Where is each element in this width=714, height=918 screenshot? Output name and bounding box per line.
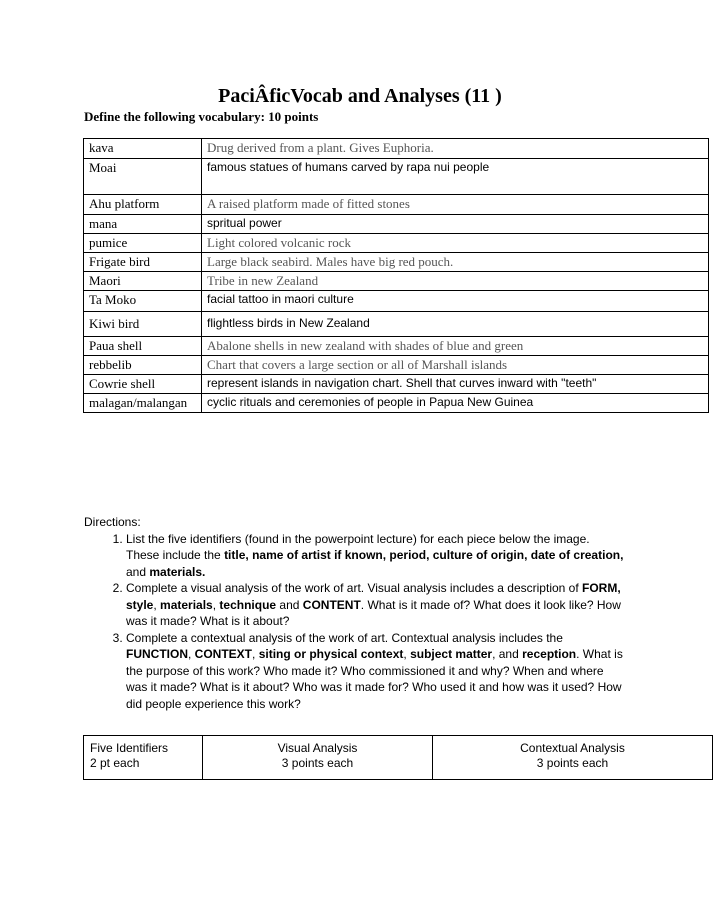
list-item: 2. Complete a visual analysis of the work of art. Visual analysis includes a description of FORM, style, materials, technique and CONTENT. What is it made of? What does it look like? How was it made? What is it about? (126, 580, 624, 630)
table-row (84, 337, 709, 356)
header-label: Five Identifiers (90, 741, 169, 755)
table-row (84, 234, 709, 253)
directions-heading: Directions: (84, 515, 141, 529)
vocab-definition: flightless birds in New Zealand (202, 312, 709, 337)
vocab-term: Maori (84, 272, 202, 291)
vocab-term: Frigate bird (84, 253, 202, 272)
table-row (84, 736, 713, 780)
vocab-instructions: Define the following vocabulary: 10 points (84, 109, 319, 124)
table-row (84, 159, 709, 195)
vocab-definition: Drug derived from a plant. Gives Euphoria. (202, 139, 709, 159)
header-points: 2 pt each (90, 756, 140, 770)
directions-section (84, 514, 624, 712)
identifiers-header (84, 736, 203, 780)
vocab-definition: famous statues of humans carved by rapa nui people (202, 159, 709, 195)
vocab-definition: Chart that covers a large section or all of Marshall islands (202, 356, 709, 375)
vocab-definition: represent islands in navigation chart. Shell that curves inward with "teeth" (202, 375, 709, 394)
table-row (84, 215, 709, 234)
header-points: 3 points each (281, 756, 354, 770)
vocab-definition: A raised platform made of fitted stones (202, 195, 709, 215)
vocab-table (83, 138, 709, 413)
vocab-definition: cyclic rituals and ceremonies of people in Papua New Guinea (202, 394, 709, 413)
table-row (84, 356, 709, 375)
vocab-definition: Light colored volcanic rock (202, 234, 709, 253)
table-row (84, 253, 709, 272)
visual-analysis-header (203, 736, 433, 780)
vocab-term: malagan/malangan (84, 394, 202, 413)
vocab-definition: Tribe in new Zealand (202, 272, 709, 291)
header-label: Contextual Analysis (520, 741, 625, 755)
table-row (84, 139, 709, 159)
vocab-term: kava (84, 139, 202, 159)
table-row (84, 312, 709, 337)
header-points: 3 points each (536, 756, 609, 770)
vocab-definition: facial tattoo in maori culture (202, 291, 709, 312)
vocab-term: Ahu platform (84, 195, 202, 215)
directions-list (84, 531, 624, 713)
table-row (84, 375, 709, 394)
list-item: 3. Complete a contextual analysis of the work of art. Contextual analysis includes the FUNCTION, CONTEXT, siting or physical context, subject matter, and reception. What is the purpose of this work? Who made it? Who commissioned it and why? When and where was it made? What is it about? Who was it made for? Who used it and how was it used? How did people experience this work? (126, 630, 624, 713)
header-label: Visual Analysis (277, 741, 358, 755)
table-row (84, 394, 709, 413)
page-title: PaciÂficVocab and Analyses (11 ) (218, 85, 502, 107)
vocab-term: pumice (84, 234, 202, 253)
vocab-term: mana (84, 215, 202, 234)
vocab-term: Paua shell (84, 337, 202, 356)
list-item: 1. List the five identifiers (found in the powerpoint lecture) for each piece below the image. These include the title, name of artist if known, period, culture of origin, date of creation, and materials. (126, 531, 624, 581)
vocab-term: Cowrie shell (84, 375, 202, 394)
vocab-term: Ta Moko (84, 291, 202, 312)
vocab-definition: spritual power (202, 215, 709, 234)
vocab-term: rebbelib (84, 356, 202, 375)
contextual-analysis-header (433, 736, 713, 780)
vocab-definition: Large black seabird. Males have big red pouch. (202, 253, 709, 272)
vocab-term: Kiwi bird (84, 312, 202, 337)
table-row (84, 195, 709, 215)
table-row (84, 272, 709, 291)
vocab-term: Moai (84, 159, 202, 195)
table-row (84, 291, 709, 312)
analysis-table (83, 735, 713, 780)
vocab-definition: Abalone shells in new zealand with shades of blue and green (202, 337, 709, 356)
